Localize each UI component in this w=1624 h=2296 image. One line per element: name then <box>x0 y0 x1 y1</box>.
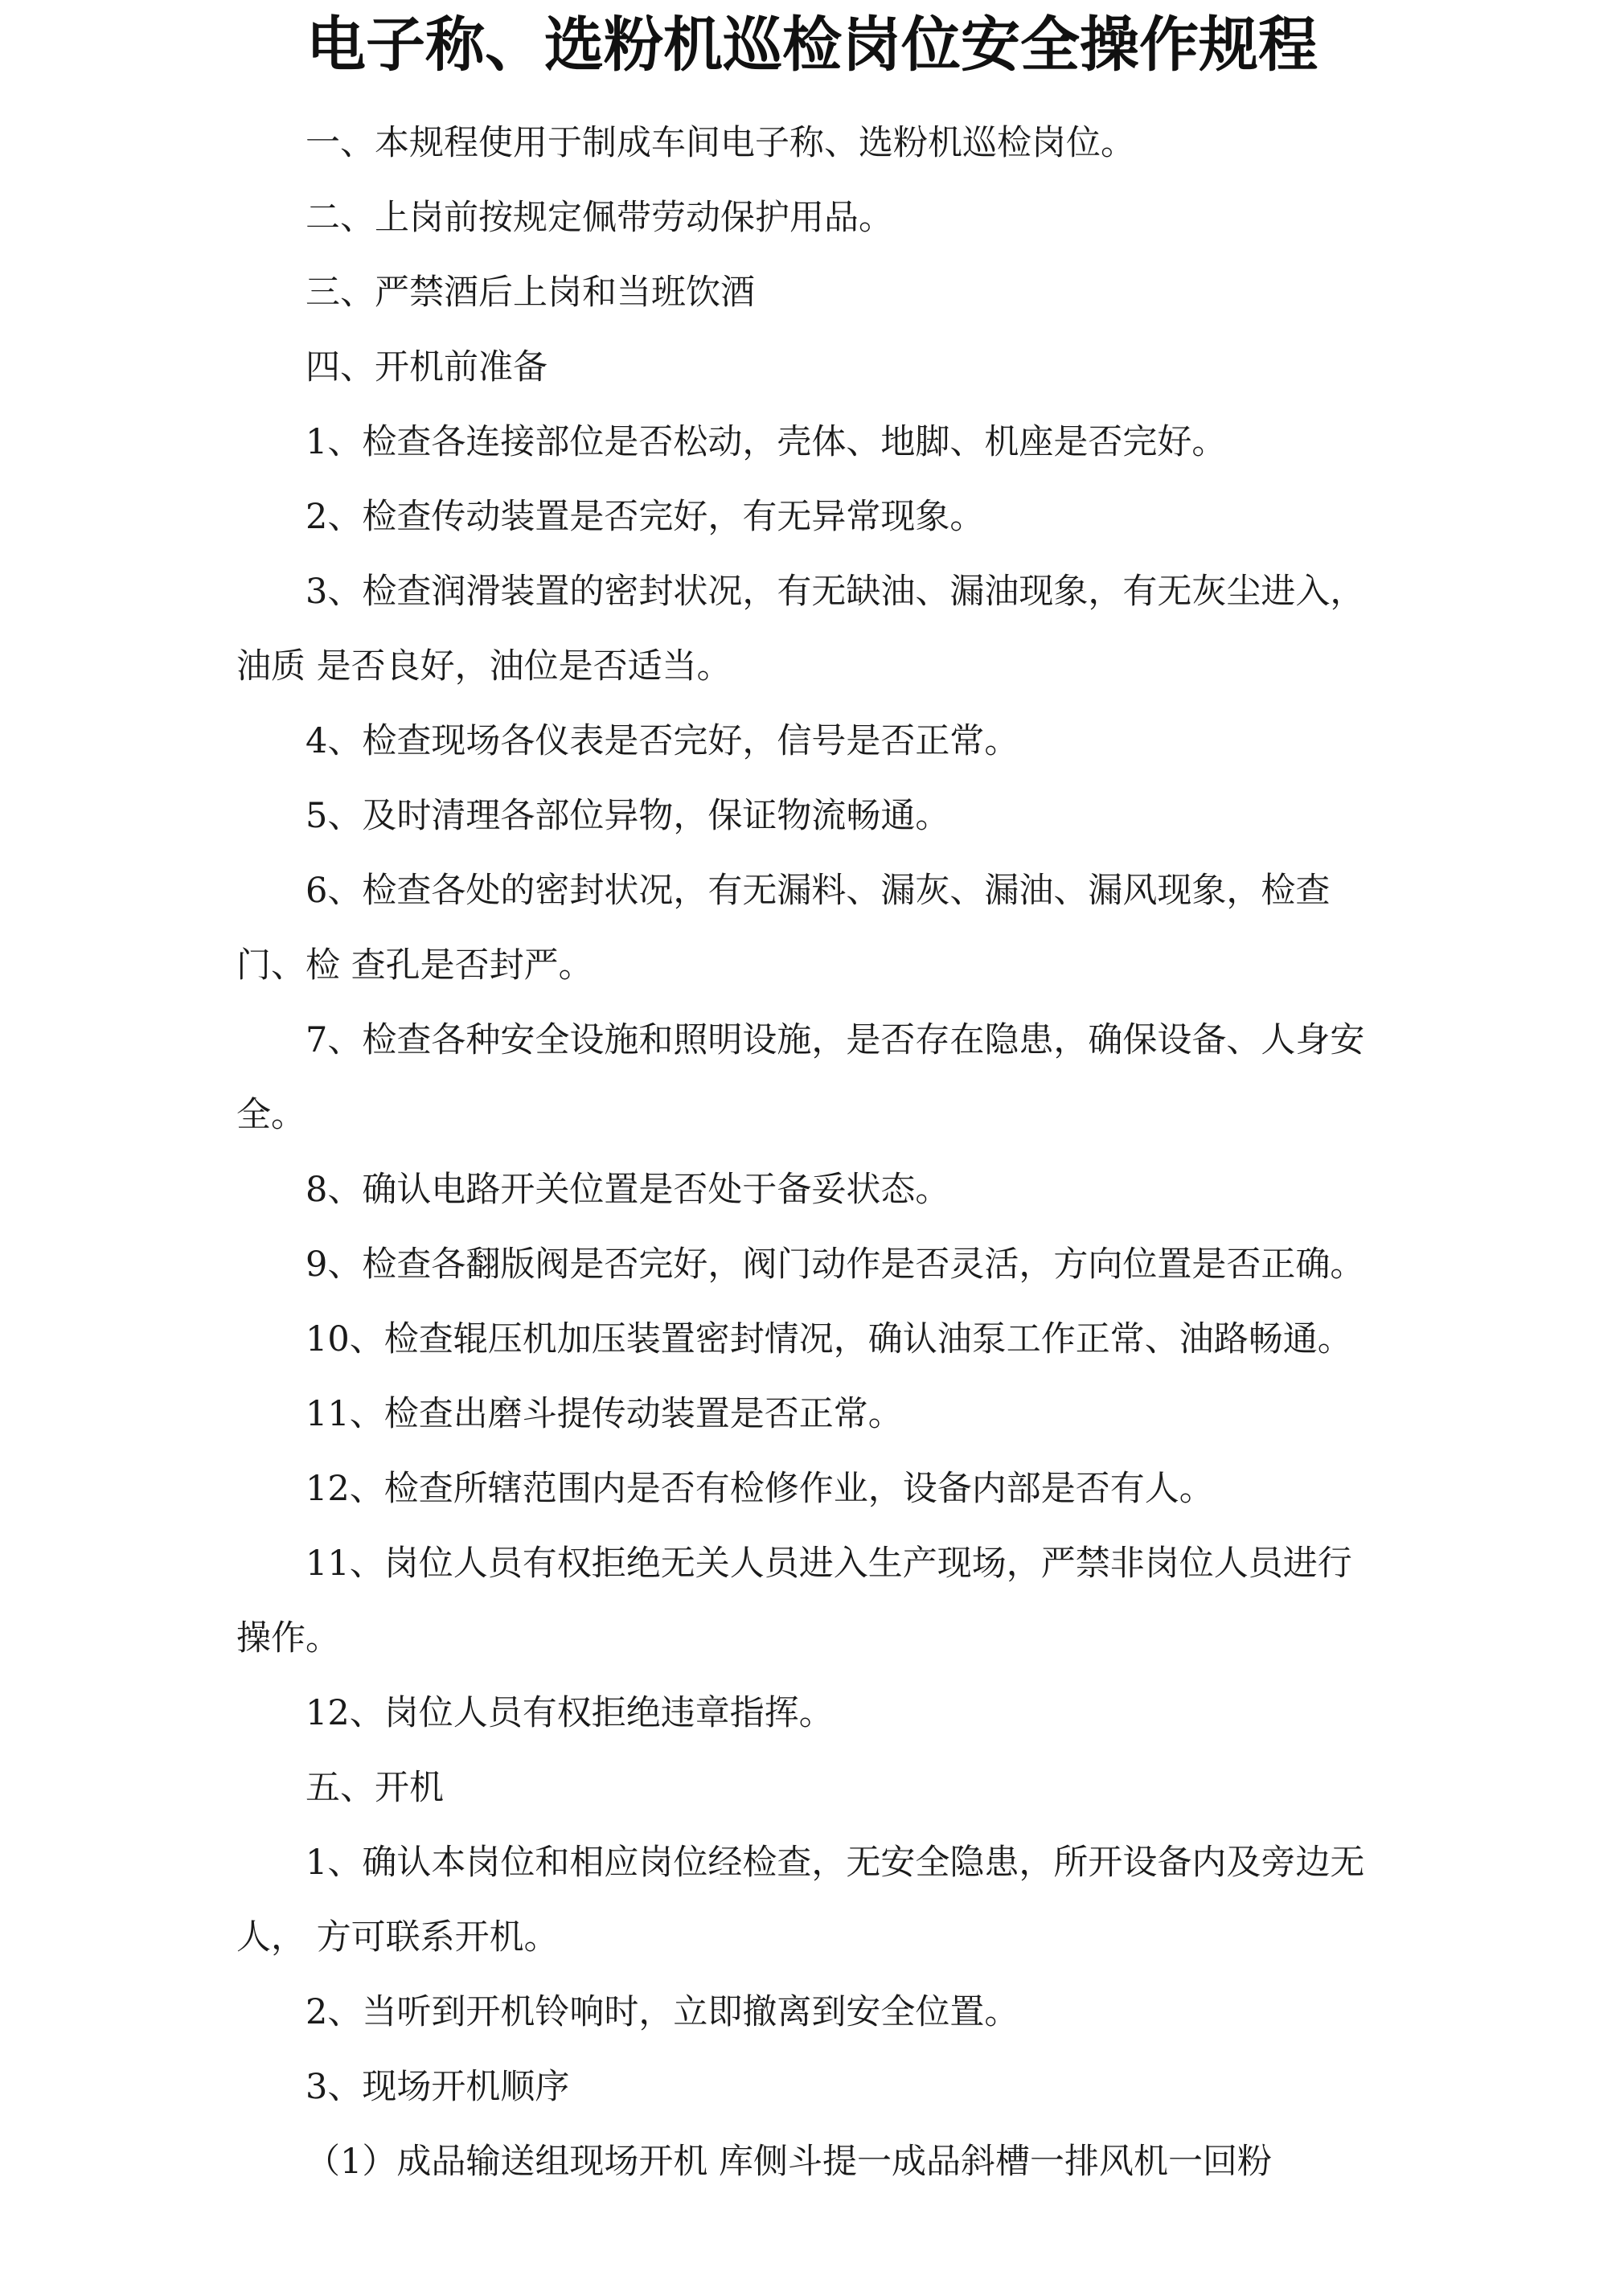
paragraph-item: 7、检查各种安全设施和照明设施，是否存在隐患，确保设备、人身安全。 <box>236 1020 1365 1135</box>
paragraph-item: 4、检查现场各仪表是否完好，信号是否正常。 <box>306 721 1019 761</box>
paragraph-item: 6、检查各处的密封状况，有无漏料、漏灰、漏油、漏风现象，检查门、检 查孔是否封严。 <box>236 871 1331 986</box>
paragraph-item: 1、检查各连接部位是否松动，壳体、地脚、机座是否完好。 <box>306 422 1227 462</box>
paragraph-item: 12、岗位人员有权拒绝违章指挥。 <box>306 1693 834 1733</box>
paragraph-item: 11、检查出磨斗提传动装置是否正常。 <box>306 1394 903 1434</box>
paragraph-section-5-heading: 五、开机 <box>306 1768 444 1808</box>
paragraph-item: 1、确认本岗位和相应岗位经检查，无安全隐患，所开设备内及旁边无人， 方可联系开机。 <box>236 1843 1365 1958</box>
paragraph-section-2: 二、上岗前按规定佩带劳动保护用品。 <box>306 198 893 238</box>
document-body <box>236 106 1370 2200</box>
paragraph-item: 2、当听到开机铃响时，立即撤离到安全位置。 <box>306 1992 1019 2032</box>
document-title: 电子称、选粉机巡检岗位安全操作规程 <box>306 10 1318 80</box>
paragraph-item: 10、检查辊压机加压装置密封情况，确认油泵工作正常、油路畅通。 <box>306 1319 1352 1359</box>
paragraph-section-4-heading: 四、开机前准备 <box>306 347 547 387</box>
paragraph-section-1: 一、本规程使用于制成车间电子称、选粉机巡检岗位。 <box>306 123 1135 163</box>
paragraph-item: 12、检查所辖范围内是否有检修作业，设备内部是否有人。 <box>306 1469 1214 1509</box>
paragraph-item: 8、确认电路开关位置是否处于备妥状态。 <box>306 1170 950 1210</box>
paragraph-item: 5、及时清理各部位异物，保证物流畅通。 <box>306 796 950 836</box>
paragraph-item: 3、现场开机顺序 <box>306 2067 570 2107</box>
paragraph-item: 9、检查各翻版阀是否完好，阀门动作是否灵活，方向位置是否正确。 <box>306 1244 1365 1285</box>
paragraph-item: 3、检查润滑装置的密封状况，有无缺油、漏油现象，有无灰尘进入，油质 是否良好，油位是否适当。 <box>236 572 1365 687</box>
paragraph-item: （1）成品输送组现场开机 库侧斗提一成品斜槽一排风机一回粉 <box>306 2142 1273 2182</box>
paragraph-item: 2、检查传动装置是否完好，有无异常现象。 <box>306 497 985 537</box>
paragraph-item: 11、岗位人员有权拒绝无关人员进入生产现场，严禁非岗位人员进行操作。 <box>236 1544 1352 1658</box>
paragraph-section-3: 三、严禁酒后上岗和当班饮酒 <box>306 273 755 313</box>
